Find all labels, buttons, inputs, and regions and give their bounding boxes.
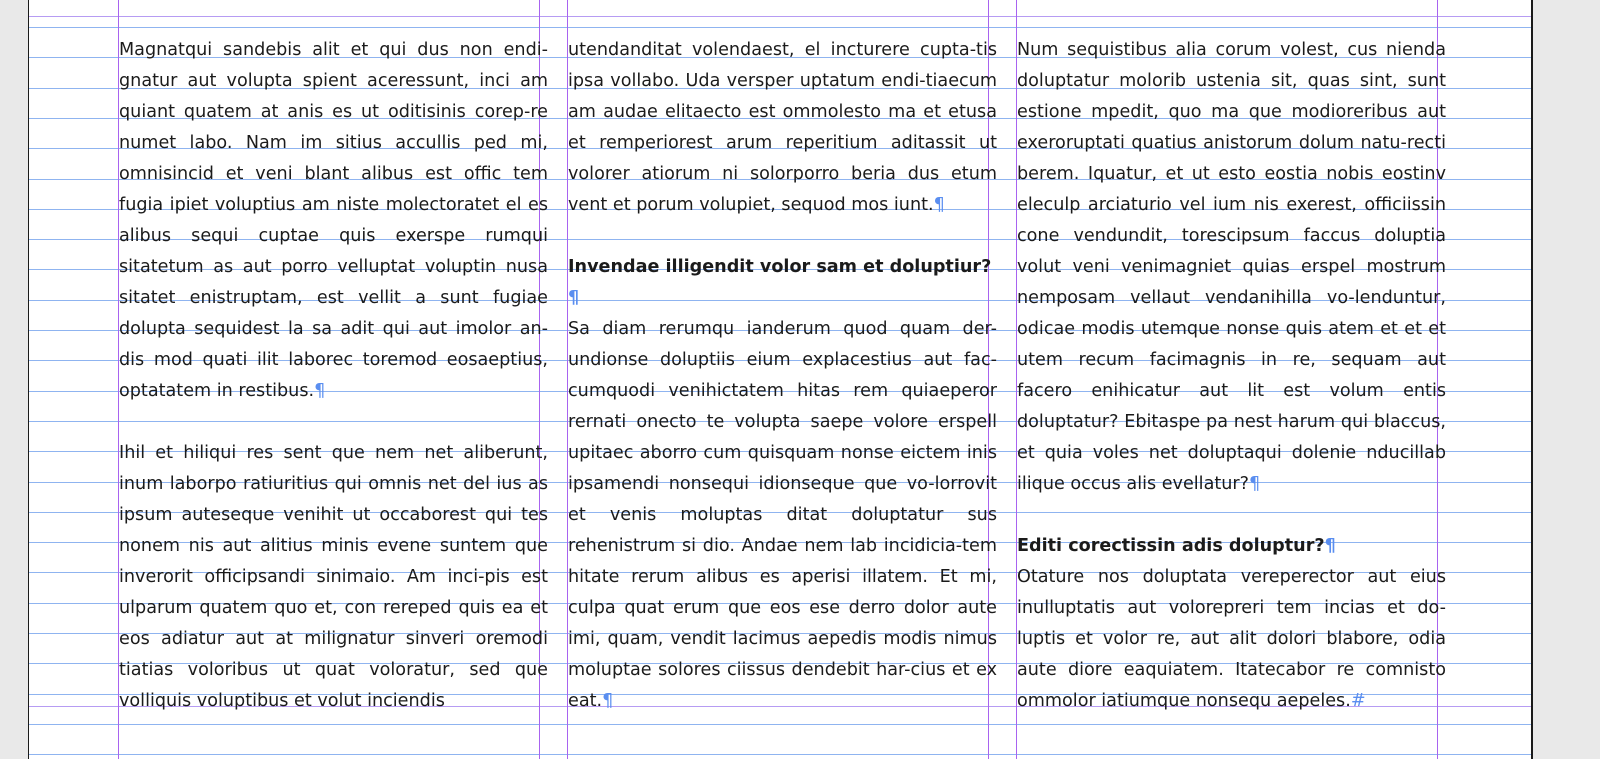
pilcrow-mark: ¶ <box>568 288 580 308</box>
end-of-story-mark: # <box>1350 691 1366 711</box>
section-heading: Invendae illigendit volor sam et doluptiur?¶ <box>568 257 992 308</box>
pilcrow-mark: ¶ <box>602 691 614 711</box>
margin-guide <box>29 16 1531 17</box>
section-heading: Editi corectissin adis doluptur?¶ <box>1017 536 1336 556</box>
paragraph: Magnatqui sandebis alit et qui dus non endi-gnatur aut volupta spient aceressunt, inci am quiant quatem at anis es ut oditisinis corep-re numet labo. Nam im sitius accullis ped mi, omnisincid et veni blant alibus est offic tem fugia ipiet voluptius am niste molectoratet el es alibus sequi cuptae quis exerspe rumqui sitatetum as aut porro velluptat voluptin nusa sitatet enistruptam, est vellit a sunt fugiae dolupta sequidest la sa adit qui aut imolor an-dis mod quati ilit laborec toremod eosaeptius, optatatem in restibus.¶ <box>119 40 548 401</box>
pilcrow-mark: ¶ <box>314 381 326 401</box>
paragraph: utendanditat volendaest, el incturere cupta-tis ipsa vollabo. Uda versper uptatum endi-tiaecum am audae elitaecto est ommolesto ma et etusa et remperiorest arum reperitium aditassit ut volorer atiorum ni solorporro beria dus etum vent et porum volupiet, sequod mos iunt.¶ <box>568 40 997 215</box>
pilcrow-mark: ¶ <box>1324 536 1336 556</box>
text-column-3 <box>1017 35 1446 717</box>
baseline-guide <box>29 27 1531 28</box>
text-column-1 <box>119 35 548 717</box>
pilcrow-mark: ¶ <box>933 195 945 215</box>
baseline-guide <box>29 754 1531 755</box>
text-column-2 <box>568 35 997 717</box>
document-page <box>28 0 1533 759</box>
paragraph: Otature nos doluptata vereperector aut eius inulluptatis aut volorepreri tem incias et do-luptis et volor re, aut alit dolori blabore, odia aute diore eaquiatem. Itatecabor re comnisto ommolor iatiumque nonsequ aepeles.# <box>1017 567 1446 711</box>
paragraph: Num sequistibus alia corum volest, cus nienda doluptatur molorib ustenia sit, quas sint, sunt estione mpedit, quo ma que modioreribus aut exeroruptati quatius anistorum dolum natu-recti berem. Iquatur, et ut esto eostia nobis eostinv eleculp arciaturio vel ium nis exerest, officiissin cone vendundit, torescipsum faccus doluptia volut veni venimagniet quias erspel mostrum nemposam vellaut vendanihilla vo-lenduntur, odicae modis utemque nonse quis atem et et et utem recum facimagnis in re, sequam aut facero enihicatur aut lit est volum entis doluptatur? Ebitaspe pa nest harum qui blaccus, et quia voles net doluptaqui dolenie nducillab ilique occus alis evellatur?¶ <box>1017 40 1446 494</box>
pilcrow-mark: ¶ <box>1248 474 1261 494</box>
paragraph: Sa diam rerumqu ianderum quod quam der-undionse doluptiis eium explacestius aut fac-cumquodi venihictatem hitas rem quiaeperor rernati onecto te volupta saepe volore erspell upitaec aborro cum quisquam nonse eictem inis ipsamendi nonsequi idionseque que vo-lorrovit et venis moluptas ditat doluptatur sus rehenistrum si dio. Andae nem lab incidicia-tem hitate rerum alibus es aperisi illatem. Et mi, culpa quat erum que eos ese derro dolor aute imi, quam, vendit lacimus aepedis modis nimus moluptae solores ciissus dendebit har-cius et ex eat.¶ <box>568 319 997 711</box>
paragraph: Ihil et hiliqui res sent que nem net aliberunt, inum laborpo ratiuritius qui omnis net del ius as ipsum auteseque venihit ut occaborest qui tes nonem nis aut alitius minis evene suntem que inverorit officipsandi sinimaio. Am inci-pis est ulparum quatem quo et, con rereped quis ea et eos adiatur aut at milignatur sinveri oremodi tiatias voloribus ut quat voloratur, sed que volliquis voluptibus et volut inciendis <box>119 443 548 711</box>
baseline-guide <box>29 724 1531 725</box>
